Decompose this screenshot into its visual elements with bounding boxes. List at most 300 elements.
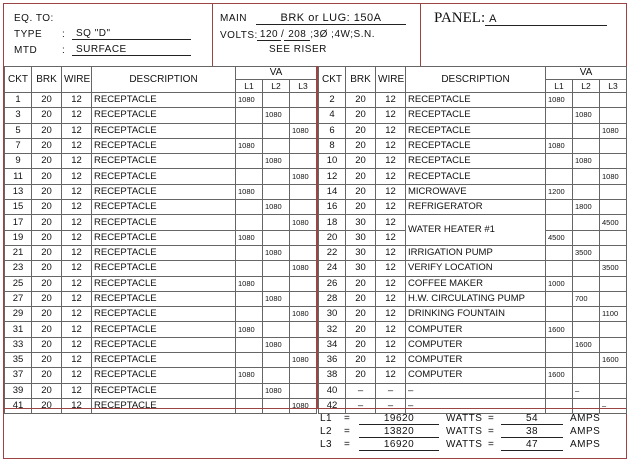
breaker-size: 20 xyxy=(32,276,62,291)
breaker-size: 30 xyxy=(346,245,376,260)
breaker-size: 20 xyxy=(32,307,62,322)
wire-header: WIRE xyxy=(62,67,92,93)
wire-size: 12 xyxy=(62,261,92,276)
circuit-row xyxy=(319,353,627,368)
circuit-row xyxy=(319,154,627,169)
main-label: MAIN xyxy=(220,13,247,24)
breaker-size: 20 xyxy=(346,337,376,352)
circuit-row xyxy=(5,276,317,291)
breaker-size: 20 xyxy=(32,138,62,153)
wire-size: 12 xyxy=(62,398,92,413)
load-l1 xyxy=(546,383,573,398)
load-l3: 1080 xyxy=(290,169,317,184)
l3-header: L3 xyxy=(600,80,627,93)
wire-size: 12 xyxy=(376,169,406,184)
load-l3 xyxy=(290,154,317,169)
load-l2 xyxy=(263,368,290,383)
circuit-number: 37 xyxy=(5,368,32,383)
circuit-description: RECEPTACLE xyxy=(92,200,236,215)
description-header: DESCRIPTION xyxy=(406,67,546,93)
circuit-number: 16 xyxy=(319,200,346,215)
wire-size: 12 xyxy=(62,169,92,184)
total-equals-2: = xyxy=(488,413,495,424)
wire-size: 12 xyxy=(376,108,406,123)
volts-values xyxy=(257,29,375,41)
total-equals: = xyxy=(344,413,351,424)
load-l2: – xyxy=(573,383,600,398)
circuit-number: 12 xyxy=(319,169,346,184)
load-l3: 1080 xyxy=(290,261,317,276)
circuit-description: RECEPTACLE xyxy=(92,138,236,153)
load-l3: 4500 xyxy=(600,215,627,230)
circuit-row xyxy=(319,184,627,199)
load-l1: 1080 xyxy=(546,93,573,108)
circuit-description: RECEPTACLE xyxy=(92,108,236,123)
load-l2: 1080 xyxy=(573,154,600,169)
load-l3: 1080 xyxy=(290,353,317,368)
panel-value: A xyxy=(485,13,607,26)
load-l2 xyxy=(573,138,600,153)
load-l3 xyxy=(290,108,317,123)
load-l3: 1100 xyxy=(600,307,627,322)
breaker-size: 20 xyxy=(346,200,376,215)
watts-label: WATTS xyxy=(446,426,483,437)
load-l1 xyxy=(236,245,263,260)
circuit-number: 38 xyxy=(319,368,346,383)
circuit-number: 15 xyxy=(5,200,32,215)
load-l1 xyxy=(546,123,573,138)
ckt-header: CKT xyxy=(5,67,32,93)
circuit-number: 9 xyxy=(5,154,32,169)
circuit-number: 33 xyxy=(5,337,32,352)
watts-label: WATTS xyxy=(446,439,483,450)
circuit-number: 25 xyxy=(5,276,32,291)
circuit-row xyxy=(319,245,627,260)
circuit-description: – xyxy=(406,383,546,398)
load-l2: 1080 xyxy=(263,337,290,352)
load-l2 xyxy=(263,230,290,245)
total-watts: 13820 xyxy=(359,426,439,438)
wire-size: 12 xyxy=(376,368,406,383)
circuit-row xyxy=(5,383,317,398)
wire-size: 12 xyxy=(62,184,92,199)
load-l1: 1600 xyxy=(546,368,573,383)
breaker-size: 20 xyxy=(346,93,376,108)
circuit-row xyxy=(319,368,627,383)
load-l1 xyxy=(546,245,573,260)
load-l3 xyxy=(290,200,317,215)
wire-size: 12 xyxy=(62,276,92,291)
right-circuit-table xyxy=(318,66,627,414)
load-l3: 1080 xyxy=(600,169,627,184)
load-l2 xyxy=(263,138,290,153)
circuit-row xyxy=(319,383,627,398)
load-l2: 1080 xyxy=(263,245,290,260)
load-l3 xyxy=(600,138,627,153)
panel-label: PANEL: xyxy=(434,10,486,26)
total-equals: = xyxy=(344,439,351,450)
circuit-row xyxy=(319,138,627,153)
load-l2 xyxy=(573,322,600,337)
circuit-number: 4 xyxy=(319,108,346,123)
circuit-number: 6 xyxy=(319,123,346,138)
circuit-number: 29 xyxy=(5,307,32,322)
mtd-label: MTD xyxy=(14,45,38,56)
breaker-size: 20 xyxy=(32,184,62,199)
load-l1 xyxy=(546,337,573,352)
circuit-number: 34 xyxy=(319,337,346,352)
wire-size: 12 xyxy=(376,353,406,368)
load-l2: 1080 xyxy=(263,383,290,398)
wire-size: 12 xyxy=(376,245,406,260)
breaker-size: 20 xyxy=(346,138,376,153)
circuit-description: RECEPTACLE xyxy=(406,138,546,153)
l3-header: L3 xyxy=(290,80,317,93)
circuit-row xyxy=(5,322,317,337)
ckt-header: CKT xyxy=(319,67,346,93)
load-l2 xyxy=(573,184,600,199)
circuit-row xyxy=(319,307,627,322)
center-divider xyxy=(316,66,318,408)
load-l3: – xyxy=(600,398,627,413)
circuit-description: RECEPTACLE xyxy=(92,215,236,230)
total-phase: L3 xyxy=(320,439,333,450)
breaker-size: 20 xyxy=(346,276,376,291)
load-l2 xyxy=(573,93,600,108)
load-l1 xyxy=(546,261,573,276)
breaker-size: 20 xyxy=(346,368,376,383)
circuit-number: 2 xyxy=(319,93,346,108)
circuit-number: 5 xyxy=(5,123,32,138)
circuit-number: 20 xyxy=(319,230,346,245)
circuit-row xyxy=(5,245,317,260)
load-l1 xyxy=(236,261,263,276)
total-equals-2: = xyxy=(488,439,495,450)
load-l3 xyxy=(290,184,317,199)
load-l1 xyxy=(236,383,263,398)
circuit-description: COMPUTER xyxy=(406,322,546,337)
circuit-row xyxy=(5,169,317,184)
breaker-size: 20 xyxy=(32,368,62,383)
circuit-description: COMPUTER xyxy=(406,337,546,352)
circuit-number: 3 xyxy=(5,108,32,123)
circuit-number: 10 xyxy=(319,154,346,169)
wire-size: – xyxy=(376,398,406,413)
circuit-row xyxy=(5,93,317,108)
load-l3 xyxy=(600,368,627,383)
brk-header: BRK xyxy=(32,67,62,93)
circuit-description: RECEPTACLE xyxy=(406,108,546,123)
circuit-description: WATER HEATER #1 xyxy=(406,215,546,246)
circuit-description: – xyxy=(406,398,546,413)
circuit-description: VERIFY LOCATION xyxy=(406,261,546,276)
circuit-description: RECEPTACLE xyxy=(92,291,236,306)
load-l1 xyxy=(236,200,263,215)
load-l2: 3500 xyxy=(573,245,600,260)
circuit-row xyxy=(5,291,317,306)
load-l2 xyxy=(263,93,290,108)
load-totals xyxy=(4,408,626,459)
wire-size: 12 xyxy=(62,230,92,245)
load-l1 xyxy=(546,291,573,306)
breaker-size: 20 xyxy=(32,108,62,123)
circuit-row xyxy=(5,138,317,153)
load-l2 xyxy=(573,169,600,184)
load-l2: 1080 xyxy=(263,108,290,123)
load-l3 xyxy=(600,276,627,291)
circuit-number: 27 xyxy=(5,291,32,306)
circuit-description: RECEPTACLE xyxy=(92,383,236,398)
breaker-size: 20 xyxy=(32,398,62,413)
wire-size: 12 xyxy=(62,383,92,398)
circuit-row xyxy=(319,93,627,108)
panel-title xyxy=(434,10,607,27)
load-l1: 1000 xyxy=(546,276,573,291)
load-l3 xyxy=(290,138,317,153)
breaker-size: 20 xyxy=(32,291,62,306)
circuit-row xyxy=(319,322,627,337)
wire-size: 12 xyxy=(376,123,406,138)
breaker-size: – xyxy=(346,398,376,413)
circuit-description: DRINKING FOUNTAIN xyxy=(406,307,546,322)
circuit-number: 32 xyxy=(319,322,346,337)
wire-header: WIRE xyxy=(376,67,406,93)
load-l3: 1600 xyxy=(600,353,627,368)
breaker-size: 20 xyxy=(346,123,376,138)
load-l3 xyxy=(290,383,317,398)
circuit-number: 42 xyxy=(319,398,346,413)
load-l3 xyxy=(600,93,627,108)
type-value: SQ "D" xyxy=(72,28,191,40)
wire-size: 12 xyxy=(62,215,92,230)
wire-size: 12 xyxy=(62,108,92,123)
circuit-number: 14 xyxy=(319,184,346,199)
breaker-size: 30 xyxy=(346,261,376,276)
circuit-number: 21 xyxy=(5,245,32,260)
breaker-size: 20 xyxy=(32,337,62,352)
load-l3 xyxy=(290,291,317,306)
load-l2: 1080 xyxy=(573,108,600,123)
l1-header: L1 xyxy=(236,80,263,93)
circuit-row xyxy=(5,261,317,276)
circuit-description: RECEPTACLE xyxy=(92,337,236,352)
circuit-number: 11 xyxy=(5,169,32,184)
l2-header: L2 xyxy=(573,80,600,93)
load-l3 xyxy=(600,154,627,169)
l1-header: L1 xyxy=(546,80,573,93)
load-l3 xyxy=(290,337,317,352)
load-l3 xyxy=(290,93,317,108)
circuit-description: RECEPTACLE xyxy=(92,261,236,276)
breaker-size: 20 xyxy=(32,169,62,184)
circuit-number: 7 xyxy=(5,138,32,153)
wire-size: 12 xyxy=(376,200,406,215)
circuit-description: RECEPTACLE xyxy=(92,169,236,184)
circuit-row xyxy=(5,154,317,169)
load-l1 xyxy=(236,215,263,230)
type-value-wrap xyxy=(72,28,191,40)
wire-size: 12 xyxy=(376,261,406,276)
circuit-row xyxy=(319,169,627,184)
circuit-number: 22 xyxy=(319,245,346,260)
circuit-description: COMPUTER xyxy=(406,353,546,368)
load-l1 xyxy=(546,108,573,123)
load-l2: 1600 xyxy=(573,337,600,352)
circuit-row xyxy=(5,368,317,383)
schedule-header xyxy=(4,4,626,67)
breaker-size: 30 xyxy=(346,230,376,245)
main-value: BRK or LUG: 150A xyxy=(256,12,406,25)
circuit-row xyxy=(319,261,627,276)
breaker-size: – xyxy=(346,383,376,398)
load-l2 xyxy=(263,261,290,276)
load-l1: 1080 xyxy=(236,230,263,245)
load-l3 xyxy=(600,184,627,199)
circuit-description: RECEPTACLE xyxy=(406,123,546,138)
wire-size: 12 xyxy=(62,123,92,138)
volts-rest: ;3Ø ;4W;S.N. xyxy=(310,29,376,40)
breaker-size: 20 xyxy=(346,307,376,322)
circuit-row xyxy=(319,276,627,291)
load-l2: 1800 xyxy=(573,200,600,215)
load-l2 xyxy=(263,184,290,199)
circuit-row xyxy=(5,307,317,322)
circuit-description: MICROWAVE xyxy=(406,184,546,199)
circuit-number: 17 xyxy=(5,215,32,230)
circuit-number: 39 xyxy=(5,383,32,398)
circuit-description: RECEPTACLE xyxy=(92,123,236,138)
load-l2: 1080 xyxy=(263,291,290,306)
circuit-row xyxy=(5,184,317,199)
wire-size: 12 xyxy=(376,307,406,322)
breaker-size: 20 xyxy=(32,383,62,398)
mtd-value-wrap xyxy=(72,44,191,56)
circuit-description: RECEPTACLE xyxy=(92,322,236,337)
load-l3: 1080 xyxy=(290,307,317,322)
load-l3 xyxy=(600,383,627,398)
load-l1 xyxy=(546,169,573,184)
circuit-description: REFRIGERATOR xyxy=(406,200,546,215)
wire-size: – xyxy=(376,383,406,398)
load-l1 xyxy=(546,307,573,322)
breaker-size: 20 xyxy=(32,123,62,138)
load-l3: 1080 xyxy=(290,123,317,138)
wire-size: 12 xyxy=(62,138,92,153)
wire-size: 12 xyxy=(62,322,92,337)
load-l2 xyxy=(263,123,290,138)
circuit-number: 41 xyxy=(5,398,32,413)
circuit-description: RECEPTACLE xyxy=(406,93,546,108)
load-l1 xyxy=(236,154,263,169)
total-amps: 54 xyxy=(501,413,563,425)
circuit-number: 13 xyxy=(5,184,32,199)
breaker-size: 20 xyxy=(346,169,376,184)
wire-size: 12 xyxy=(376,276,406,291)
wire-size: 12 xyxy=(376,230,406,245)
load-l2 xyxy=(573,307,600,322)
load-l2: 700 xyxy=(573,291,600,306)
main-value-wrap xyxy=(256,12,406,25)
circuit-row xyxy=(5,230,317,245)
watts-label: WATTS xyxy=(446,413,483,424)
breaker-size: 20 xyxy=(346,353,376,368)
load-l1 xyxy=(236,353,263,368)
total-watts: 19620 xyxy=(359,413,439,425)
circuit-number: 23 xyxy=(5,261,32,276)
load-l1 xyxy=(236,291,263,306)
load-l2: 1080 xyxy=(263,154,290,169)
load-l3: 1080 xyxy=(290,398,317,413)
load-l1 xyxy=(546,353,573,368)
wire-size: 12 xyxy=(62,154,92,169)
circuit-number: 28 xyxy=(319,291,346,306)
breaker-size: 20 xyxy=(32,93,62,108)
load-l2 xyxy=(263,353,290,368)
wire-size: 12 xyxy=(376,184,406,199)
va-header: VA xyxy=(546,67,627,80)
load-l1: 1080 xyxy=(236,322,263,337)
circuit-row xyxy=(319,123,627,138)
load-l1 xyxy=(236,108,263,123)
circuit-description: RECEPTACLE xyxy=(92,368,236,383)
breaker-size: 20 xyxy=(32,353,62,368)
load-l2 xyxy=(573,353,600,368)
circuit-number: 35 xyxy=(5,353,32,368)
circuit-row xyxy=(319,200,627,215)
volts-sep: / xyxy=(281,29,285,40)
breaker-size: 20 xyxy=(32,245,62,260)
circuit-row xyxy=(319,215,627,230)
wire-size: 12 xyxy=(62,353,92,368)
wire-size: 12 xyxy=(62,307,92,322)
wire-size: 12 xyxy=(62,368,92,383)
circuit-description: RECEPTACLE xyxy=(92,184,236,199)
total-amps: 38 xyxy=(501,426,563,438)
circuit-description: RECEPTACLE xyxy=(92,154,236,169)
load-l3 xyxy=(290,368,317,383)
circuit-number: 18 xyxy=(319,215,346,230)
circuit-row xyxy=(5,123,317,138)
load-l1: 1080 xyxy=(546,138,573,153)
circuit-number: 31 xyxy=(5,322,32,337)
wire-size: 12 xyxy=(376,154,406,169)
load-l2 xyxy=(573,261,600,276)
load-l2 xyxy=(263,276,290,291)
load-l1: 1200 xyxy=(546,184,573,199)
load-l2 xyxy=(573,215,600,230)
circuit-description: RECEPTACLE xyxy=(92,93,236,108)
circuit-description: RECEPTACLE xyxy=(92,307,236,322)
load-l2: 1080 xyxy=(263,200,290,215)
load-l2 xyxy=(573,368,600,383)
load-l2 xyxy=(573,123,600,138)
load-l1 xyxy=(236,169,263,184)
mtd-colon: : xyxy=(62,45,66,56)
amps-label: AMPS xyxy=(570,413,601,424)
load-l3 xyxy=(600,322,627,337)
load-l1: 1600 xyxy=(546,322,573,337)
circuit-description: RECEPTACLE xyxy=(406,169,546,184)
load-l1: 1080 xyxy=(236,276,263,291)
circuit-row xyxy=(319,108,627,123)
circuit-description: COFFEE MAKER xyxy=(406,276,546,291)
type-label: TYPE xyxy=(14,29,43,40)
see-riser-note: SEE RISER xyxy=(269,44,327,55)
circuit-row xyxy=(5,337,317,352)
load-l2 xyxy=(263,215,290,230)
volts-value-1: 120 xyxy=(257,29,281,41)
l2-header: L2 xyxy=(263,80,290,93)
